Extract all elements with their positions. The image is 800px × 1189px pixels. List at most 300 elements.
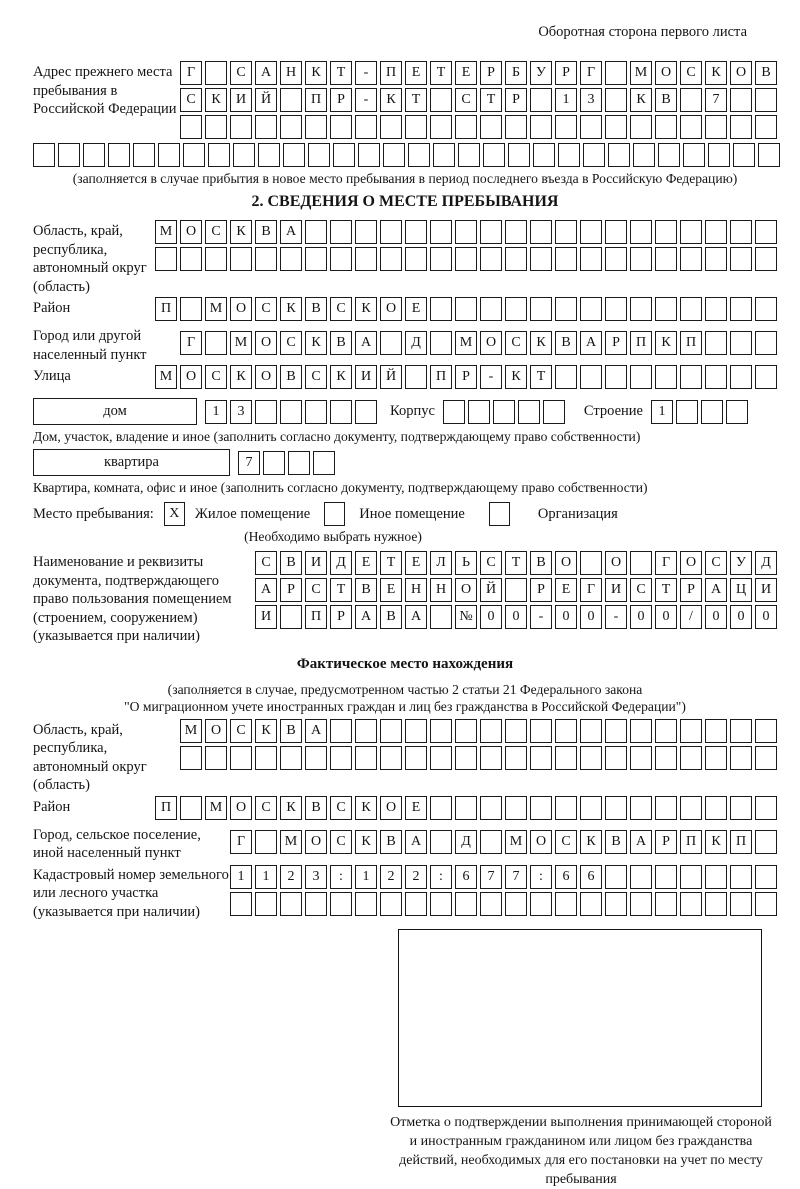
- char-cell[interactable]: [755, 746, 777, 770]
- char-cell[interactable]: Д: [455, 830, 477, 854]
- char-cell[interactable]: [605, 88, 627, 112]
- char-cell[interactable]: [280, 892, 302, 916]
- char-cell[interactable]: [280, 247, 302, 271]
- char-cell[interactable]: [255, 892, 277, 916]
- char-cell[interactable]: П: [430, 365, 452, 389]
- char-cell[interactable]: О: [230, 796, 252, 820]
- char-cell[interactable]: [630, 365, 652, 389]
- char-cell[interactable]: [280, 605, 302, 629]
- char-cell[interactable]: [630, 796, 652, 820]
- char-cell[interactable]: К: [705, 61, 727, 85]
- char-cell[interactable]: О: [730, 61, 752, 85]
- char-cell[interactable]: [655, 247, 677, 271]
- char-cell[interactable]: Л: [430, 551, 452, 575]
- char-cell[interactable]: [280, 746, 302, 770]
- char-cell[interactable]: 1: [555, 88, 577, 112]
- char-cell[interactable]: [580, 719, 602, 743]
- char-cell[interactable]: 3: [230, 400, 252, 424]
- char-cell[interactable]: [33, 143, 55, 167]
- char-cell[interactable]: [430, 247, 452, 271]
- char-cell[interactable]: С: [305, 365, 327, 389]
- char-cell[interactable]: [580, 115, 602, 139]
- char-cell[interactable]: [180, 247, 202, 271]
- char-cell[interactable]: [430, 297, 452, 321]
- char-cell[interactable]: [730, 746, 752, 770]
- char-cell[interactable]: И: [755, 578, 777, 602]
- char-cell[interactable]: [680, 865, 702, 889]
- char-cell[interactable]: [680, 297, 702, 321]
- char-cell[interactable]: Р: [330, 88, 352, 112]
- char-cell[interactable]: [430, 746, 452, 770]
- char-cell[interactable]: В: [280, 365, 302, 389]
- char-cell[interactable]: 6: [580, 865, 602, 889]
- char-cell[interactable]: [205, 61, 227, 85]
- char-cell[interactable]: [630, 247, 652, 271]
- char-cell[interactable]: [280, 115, 302, 139]
- char-cell[interactable]: [705, 746, 727, 770]
- char-cell[interactable]: [580, 297, 602, 321]
- char-cell[interactable]: [680, 746, 702, 770]
- char-cell[interactable]: [605, 297, 627, 321]
- char-cell[interactable]: [630, 220, 652, 244]
- char-cell[interactable]: [730, 88, 752, 112]
- char-cell[interactable]: [755, 247, 777, 271]
- char-cell[interactable]: [180, 115, 202, 139]
- char-cell[interactable]: [255, 247, 277, 271]
- char-cell[interactable]: [380, 746, 402, 770]
- char-cell[interactable]: [230, 746, 252, 770]
- char-cell[interactable]: [705, 719, 727, 743]
- char-cell[interactable]: [430, 88, 452, 112]
- char-cell[interactable]: [730, 365, 752, 389]
- char-cell[interactable]: И: [605, 578, 627, 602]
- char-cell[interactable]: О: [480, 331, 502, 355]
- char-cell[interactable]: [443, 400, 465, 424]
- char-cell[interactable]: [701, 400, 723, 424]
- char-cell[interactable]: [755, 88, 777, 112]
- char-cell[interactable]: -: [480, 365, 502, 389]
- char-cell[interactable]: Й: [255, 88, 277, 112]
- char-cell[interactable]: О: [680, 551, 702, 575]
- char-cell[interactable]: [455, 247, 477, 271]
- char-cell[interactable]: [605, 746, 627, 770]
- char-cell[interactable]: К: [305, 331, 327, 355]
- char-cell[interactable]: Й: [380, 365, 402, 389]
- char-cell[interactable]: В: [555, 331, 577, 355]
- char-cell[interactable]: [405, 247, 427, 271]
- char-cell[interactable]: [555, 297, 577, 321]
- char-cell[interactable]: О: [380, 796, 402, 820]
- char-cell[interactable]: [608, 143, 630, 167]
- char-cell[interactable]: [655, 365, 677, 389]
- char-cell[interactable]: К: [255, 719, 277, 743]
- char-cell[interactable]: Т: [430, 61, 452, 85]
- char-cell[interactable]: [530, 247, 552, 271]
- char-cell[interactable]: [530, 220, 552, 244]
- char-cell[interactable]: М: [230, 331, 252, 355]
- char-cell[interactable]: Р: [280, 578, 302, 602]
- char-cell[interactable]: [158, 143, 180, 167]
- char-cell[interactable]: М: [505, 830, 527, 854]
- char-cell[interactable]: [555, 365, 577, 389]
- char-cell[interactable]: -: [355, 61, 377, 85]
- char-cell[interactable]: [580, 220, 602, 244]
- char-cell[interactable]: [680, 115, 702, 139]
- char-cell[interactable]: 3: [580, 88, 602, 112]
- char-cell[interactable]: [705, 220, 727, 244]
- char-cell[interactable]: К: [230, 365, 252, 389]
- char-cell[interactable]: Н: [405, 578, 427, 602]
- char-cell[interactable]: [313, 451, 335, 475]
- char-cell[interactable]: [355, 719, 377, 743]
- char-cell[interactable]: К: [655, 331, 677, 355]
- char-cell[interactable]: [655, 719, 677, 743]
- char-cell[interactable]: К: [530, 331, 552, 355]
- char-cell[interactable]: Е: [405, 61, 427, 85]
- char-cell[interactable]: 7: [480, 865, 502, 889]
- char-cell[interactable]: [530, 746, 552, 770]
- char-cell[interactable]: А: [630, 830, 652, 854]
- char-cell[interactable]: [605, 115, 627, 139]
- char-cell[interactable]: [705, 865, 727, 889]
- char-cell[interactable]: [733, 143, 755, 167]
- char-cell[interactable]: [280, 88, 302, 112]
- char-cell[interactable]: [755, 719, 777, 743]
- char-cell[interactable]: [705, 297, 727, 321]
- char-cell[interactable]: К: [230, 220, 252, 244]
- char-cell[interactable]: В: [755, 61, 777, 85]
- char-cell[interactable]: 2: [380, 865, 402, 889]
- char-cell[interactable]: [480, 746, 502, 770]
- char-cell[interactable]: [255, 746, 277, 770]
- char-cell[interactable]: [58, 143, 80, 167]
- char-cell[interactable]: Г: [180, 61, 202, 85]
- char-cell[interactable]: [505, 892, 527, 916]
- char-cell[interactable]: С: [205, 365, 227, 389]
- char-cell[interactable]: Т: [505, 551, 527, 575]
- char-cell[interactable]: [655, 220, 677, 244]
- char-cell[interactable]: К: [630, 88, 652, 112]
- char-cell[interactable]: [205, 115, 227, 139]
- char-cell[interactable]: [755, 220, 777, 244]
- char-cell[interactable]: А: [255, 578, 277, 602]
- char-cell[interactable]: [455, 719, 477, 743]
- char-cell[interactable]: [676, 400, 698, 424]
- char-cell[interactable]: [380, 331, 402, 355]
- char-cell[interactable]: [730, 796, 752, 820]
- char-cell[interactable]: [580, 551, 602, 575]
- char-cell[interactable]: [405, 220, 427, 244]
- char-cell[interactable]: 6: [555, 865, 577, 889]
- char-cell[interactable]: [455, 892, 477, 916]
- char-cell[interactable]: Р: [330, 605, 352, 629]
- char-cell[interactable]: М: [205, 297, 227, 321]
- char-cell[interactable]: [233, 143, 255, 167]
- char-cell[interactable]: 0: [480, 605, 502, 629]
- char-cell[interactable]: П: [155, 297, 177, 321]
- char-cell[interactable]: В: [305, 297, 327, 321]
- char-cell[interactable]: :: [530, 865, 552, 889]
- char-cell[interactable]: И: [355, 365, 377, 389]
- char-cell[interactable]: [480, 297, 502, 321]
- char-cell[interactable]: В: [530, 551, 552, 575]
- char-cell[interactable]: [380, 892, 402, 916]
- char-cell[interactable]: [480, 247, 502, 271]
- checkbox-organization[interactable]: [489, 502, 510, 526]
- char-cell[interactable]: 0: [755, 605, 777, 629]
- char-cell[interactable]: :: [330, 865, 352, 889]
- char-cell[interactable]: [730, 115, 752, 139]
- char-cell[interactable]: [380, 247, 402, 271]
- char-cell[interactable]: К: [330, 365, 352, 389]
- char-cell[interactable]: [555, 796, 577, 820]
- char-cell[interactable]: [630, 746, 652, 770]
- char-cell[interactable]: К: [705, 830, 727, 854]
- char-cell[interactable]: [708, 143, 730, 167]
- char-cell[interactable]: А: [705, 578, 727, 602]
- char-cell[interactable]: [705, 331, 727, 355]
- char-cell[interactable]: [288, 451, 310, 475]
- char-cell[interactable]: [730, 719, 752, 743]
- char-cell[interactable]: В: [330, 331, 352, 355]
- char-cell[interactable]: [655, 746, 677, 770]
- char-cell[interactable]: С: [255, 796, 277, 820]
- char-cell[interactable]: П: [680, 331, 702, 355]
- char-cell[interactable]: Е: [405, 297, 427, 321]
- apartment-type-box[interactable]: квартира: [33, 449, 230, 476]
- char-cell[interactable]: [108, 143, 130, 167]
- char-cell[interactable]: [555, 892, 577, 916]
- char-cell[interactable]: [730, 247, 752, 271]
- char-cell[interactable]: 2: [405, 865, 427, 889]
- char-cell[interactable]: [430, 331, 452, 355]
- char-cell[interactable]: [330, 220, 352, 244]
- char-cell[interactable]: [180, 746, 202, 770]
- house-type-box[interactable]: дом: [33, 398, 197, 425]
- char-cell[interactable]: [755, 865, 777, 889]
- char-cell[interactable]: К: [355, 796, 377, 820]
- char-cell[interactable]: [483, 143, 505, 167]
- char-cell[interactable]: [655, 865, 677, 889]
- char-cell[interactable]: -: [530, 605, 552, 629]
- char-cell[interactable]: Г: [580, 578, 602, 602]
- char-cell[interactable]: [555, 247, 577, 271]
- char-cell[interactable]: [480, 892, 502, 916]
- char-cell[interactable]: [505, 796, 527, 820]
- char-cell[interactable]: [383, 143, 405, 167]
- char-cell[interactable]: М: [155, 220, 177, 244]
- char-cell[interactable]: /: [680, 605, 702, 629]
- char-cell[interactable]: К: [280, 297, 302, 321]
- char-cell[interactable]: [680, 719, 702, 743]
- char-cell[interactable]: [180, 796, 202, 820]
- char-cell[interactable]: -: [355, 88, 377, 112]
- char-cell[interactable]: [480, 796, 502, 820]
- char-cell[interactable]: [255, 400, 277, 424]
- char-cell[interactable]: [430, 796, 452, 820]
- char-cell[interactable]: С: [330, 830, 352, 854]
- char-cell[interactable]: [508, 143, 530, 167]
- char-cell[interactable]: 1: [205, 400, 227, 424]
- char-cell[interactable]: О: [655, 61, 677, 85]
- char-cell[interactable]: С: [230, 719, 252, 743]
- char-cell[interactable]: [505, 746, 527, 770]
- char-cell[interactable]: [505, 297, 527, 321]
- char-cell[interactable]: [205, 331, 227, 355]
- char-cell[interactable]: [430, 719, 452, 743]
- char-cell[interactable]: [280, 400, 302, 424]
- char-cell[interactable]: [405, 115, 427, 139]
- char-cell[interactable]: [705, 247, 727, 271]
- char-cell[interactable]: Т: [655, 578, 677, 602]
- char-cell[interactable]: У: [530, 61, 552, 85]
- char-cell[interactable]: К: [305, 61, 327, 85]
- char-cell[interactable]: [726, 400, 748, 424]
- char-cell[interactable]: [455, 796, 477, 820]
- char-cell[interactable]: [705, 796, 727, 820]
- char-cell[interactable]: 7: [705, 88, 727, 112]
- char-cell[interactable]: Ц: [730, 578, 752, 602]
- char-cell[interactable]: Г: [180, 331, 202, 355]
- char-cell[interactable]: [630, 297, 652, 321]
- char-cell[interactable]: О: [180, 220, 202, 244]
- char-cell[interactable]: Д: [330, 551, 352, 575]
- char-cell[interactable]: [655, 297, 677, 321]
- char-cell[interactable]: В: [255, 220, 277, 244]
- char-cell[interactable]: [530, 719, 552, 743]
- char-cell[interactable]: [505, 247, 527, 271]
- char-cell[interactable]: Т: [330, 61, 352, 85]
- char-cell[interactable]: П: [680, 830, 702, 854]
- char-cell[interactable]: 0: [705, 605, 727, 629]
- char-cell[interactable]: [405, 719, 427, 743]
- char-cell[interactable]: [605, 247, 627, 271]
- char-cell[interactable]: [405, 746, 427, 770]
- char-cell[interactable]: [558, 143, 580, 167]
- char-cell[interactable]: 0: [730, 605, 752, 629]
- char-cell[interactable]: [630, 719, 652, 743]
- char-cell[interactable]: П: [380, 61, 402, 85]
- char-cell[interactable]: М: [630, 61, 652, 85]
- char-cell[interactable]: [580, 746, 602, 770]
- char-cell[interactable]: О: [255, 331, 277, 355]
- char-cell[interactable]: К: [205, 88, 227, 112]
- char-cell[interactable]: [580, 892, 602, 916]
- char-cell[interactable]: №: [455, 605, 477, 629]
- char-cell[interactable]: 2: [280, 865, 302, 889]
- char-cell[interactable]: 7: [238, 451, 260, 475]
- char-cell[interactable]: [208, 143, 230, 167]
- char-cell[interactable]: С: [705, 551, 727, 575]
- char-cell[interactable]: [543, 400, 565, 424]
- char-cell[interactable]: [180, 297, 202, 321]
- char-cell[interactable]: [205, 247, 227, 271]
- char-cell[interactable]: [133, 143, 155, 167]
- char-cell[interactable]: Р: [655, 830, 677, 854]
- char-cell[interactable]: Г: [230, 830, 252, 854]
- char-cell[interactable]: [605, 719, 627, 743]
- char-cell[interactable]: [330, 247, 352, 271]
- char-cell[interactable]: [263, 451, 285, 475]
- char-cell[interactable]: 7: [505, 865, 527, 889]
- char-cell[interactable]: С: [630, 578, 652, 602]
- char-cell[interactable]: В: [355, 578, 377, 602]
- char-cell[interactable]: [655, 115, 677, 139]
- char-cell[interactable]: О: [305, 830, 327, 854]
- char-cell[interactable]: [405, 365, 427, 389]
- char-cell[interactable]: [430, 220, 452, 244]
- char-cell[interactable]: С: [555, 830, 577, 854]
- char-cell[interactable]: О: [180, 365, 202, 389]
- char-cell[interactable]: [283, 143, 305, 167]
- char-cell[interactable]: [430, 605, 452, 629]
- char-cell[interactable]: [480, 115, 502, 139]
- checkbox-residential[interactable]: X: [164, 502, 185, 526]
- char-cell[interactable]: М: [280, 830, 302, 854]
- char-cell[interactable]: Е: [405, 551, 427, 575]
- char-cell[interactable]: [355, 247, 377, 271]
- char-cell[interactable]: [755, 297, 777, 321]
- char-cell[interactable]: К: [355, 297, 377, 321]
- char-cell[interactable]: [530, 115, 552, 139]
- char-cell[interactable]: К: [355, 830, 377, 854]
- char-cell[interactable]: [530, 297, 552, 321]
- char-cell[interactable]: Т: [330, 578, 352, 602]
- char-cell[interactable]: Е: [455, 61, 477, 85]
- char-cell[interactable]: [305, 892, 327, 916]
- char-cell[interactable]: [555, 115, 577, 139]
- char-cell[interactable]: А: [355, 605, 377, 629]
- char-cell[interactable]: С: [205, 220, 227, 244]
- char-cell[interactable]: Д: [405, 331, 427, 355]
- char-cell[interactable]: [408, 143, 430, 167]
- char-cell[interactable]: С: [180, 88, 202, 112]
- char-cell[interactable]: [683, 143, 705, 167]
- char-cell[interactable]: О: [205, 719, 227, 743]
- char-cell[interactable]: 1: [355, 865, 377, 889]
- char-cell[interactable]: Т: [530, 365, 552, 389]
- char-cell[interactable]: [530, 892, 552, 916]
- char-cell[interactable]: [755, 796, 777, 820]
- char-cell[interactable]: [255, 830, 277, 854]
- char-cell[interactable]: [605, 865, 627, 889]
- char-cell[interactable]: [758, 143, 780, 167]
- char-cell[interactable]: [333, 143, 355, 167]
- char-cell[interactable]: [505, 719, 527, 743]
- char-cell[interactable]: Е: [405, 796, 427, 820]
- char-cell[interactable]: [405, 892, 427, 916]
- char-cell[interactable]: М: [180, 719, 202, 743]
- char-cell[interactable]: [455, 297, 477, 321]
- char-cell[interactable]: [680, 796, 702, 820]
- char-cell[interactable]: С: [255, 297, 277, 321]
- char-cell[interactable]: [433, 143, 455, 167]
- char-cell[interactable]: [355, 892, 377, 916]
- char-cell[interactable]: [680, 247, 702, 271]
- char-cell[interactable]: [580, 365, 602, 389]
- char-cell[interactable]: [555, 719, 577, 743]
- char-cell[interactable]: 1: [255, 865, 277, 889]
- char-cell[interactable]: [155, 247, 177, 271]
- char-cell[interactable]: [605, 61, 627, 85]
- char-cell[interactable]: [380, 719, 402, 743]
- char-cell[interactable]: [480, 719, 502, 743]
- char-cell[interactable]: И: [305, 551, 327, 575]
- char-cell[interactable]: [230, 115, 252, 139]
- char-cell[interactable]: А: [580, 331, 602, 355]
- char-cell[interactable]: О: [555, 551, 577, 575]
- char-cell[interactable]: [533, 143, 555, 167]
